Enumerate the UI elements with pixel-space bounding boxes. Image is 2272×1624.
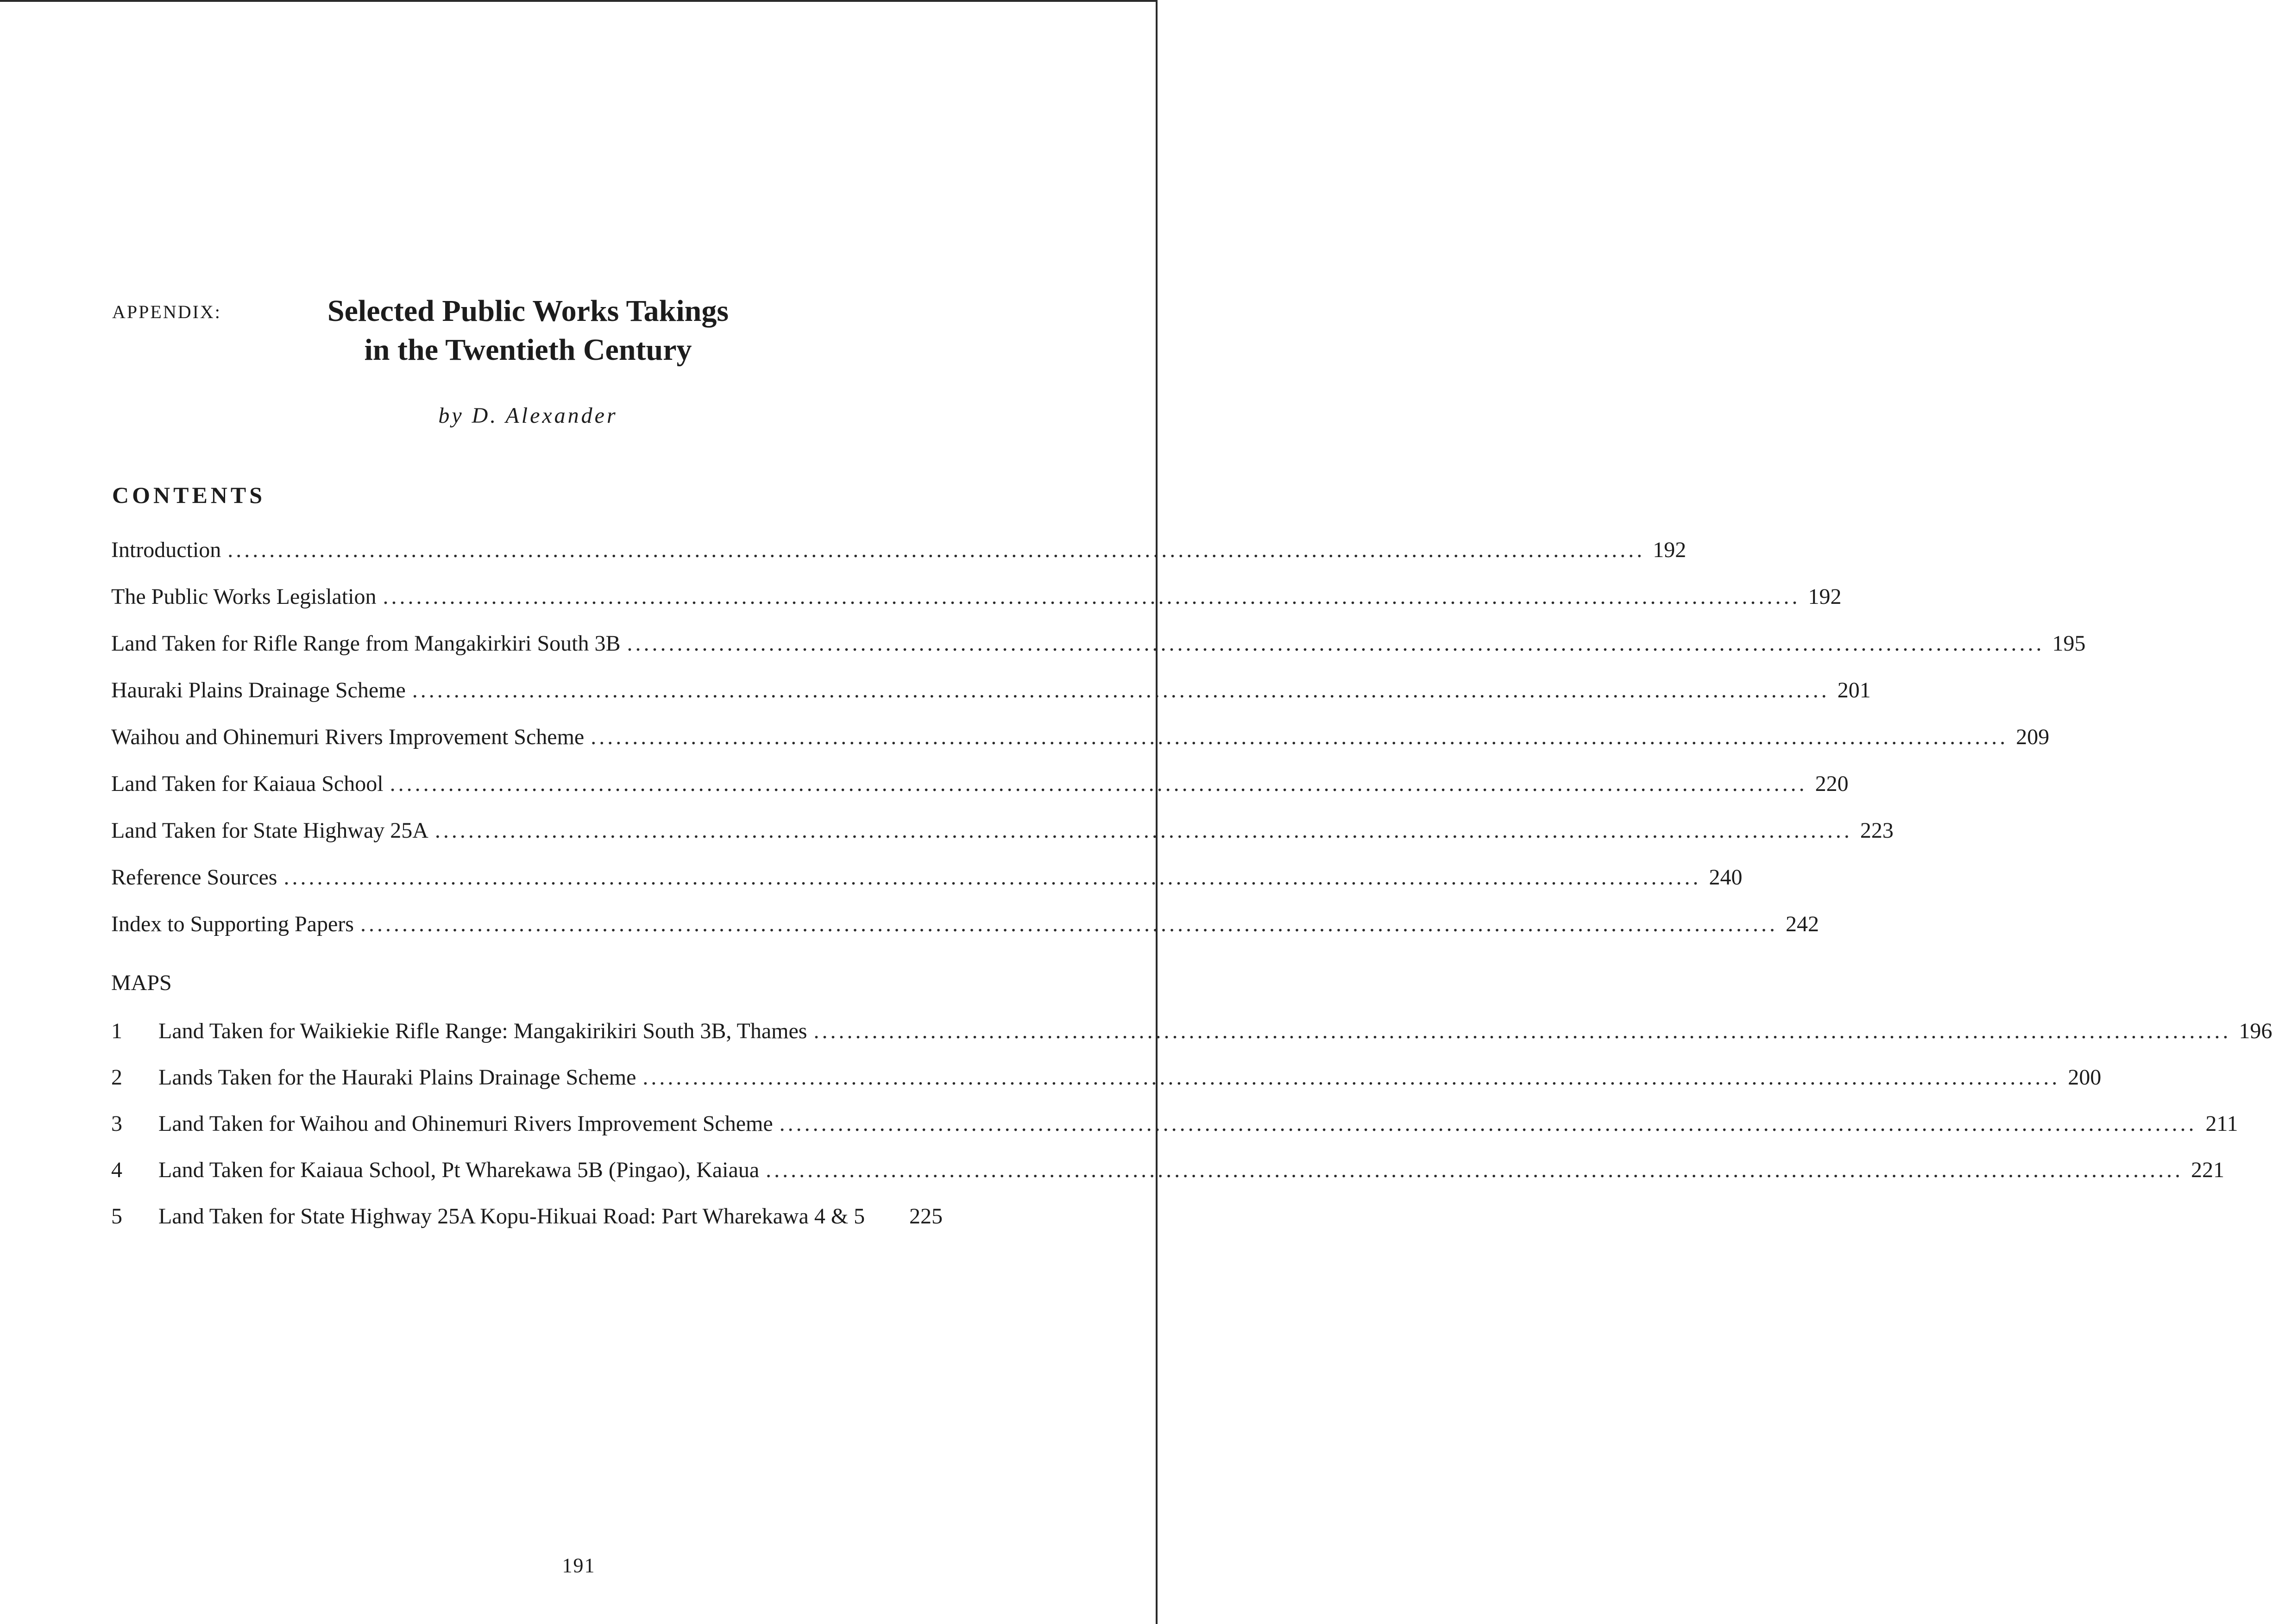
title-line-1: Selected Public Works Takings [327,294,729,328]
map-entry[interactable] [111,1111,2238,1143]
map-entry[interactable] [111,1065,2102,1097]
toc-entry-page: 192 [1808,584,1842,609]
map-entry-number: 5 [111,1204,122,1229]
map-entry-page: 225 [909,1204,943,1229]
toc-entry[interactable] [111,537,1687,570]
title-line-2: in the Twentieth Century [364,333,692,367]
dot-leader: .......................................................................................................................................................................... [434,818,1852,843]
map-entry[interactable] [111,1018,2272,1051]
toc-entry-label: Land Taken for Kaiaua School [111,771,384,796]
dot-leader: .......................................................................................................................................................................... [813,1019,2231,1043]
toc-entry-page: 209 [2016,725,2050,749]
toc-entry-page: 223 [1860,818,1894,843]
map-entry-page: 211 [2205,1111,2238,1136]
map-entry-label: Land Taken for State Highway 25A Kopu-Hikuai Road: Part Wharekawa 4 & 5 [158,1204,865,1229]
dot-leader: .......................................................................................................................................................................... [779,1111,2197,1136]
toc-entry[interactable] [111,724,2050,757]
map-entry-number: 1 [111,1019,122,1043]
toc-entry[interactable] [111,631,2086,663]
map-entry-number: 3 [111,1111,122,1136]
toc-entry-page: 240 [1709,865,1743,890]
map-entry[interactable] [111,1157,2225,1190]
toc-entry-page: 201 [1837,678,1871,702]
toc-entry-page: 195 [2052,631,2086,656]
map-entry-label: Land Taken for Waihou and Ohinemuri Rivers Improvement Scheme [158,1111,773,1136]
toc-entry-label: Introduction [111,538,221,562]
dot-leader: .......................................................................................................................................................................... [283,865,1701,890]
author-byline: by D. Alexander [438,403,618,428]
map-entry-label: Lands Taken for the Hauraki Plains Drainage Scheme [158,1065,636,1090]
toc-entry[interactable] [111,865,1743,897]
map-entry-label: Land Taken for Kaiaua School, Pt Wharekawa 5B (Pingao), Kaiaua [158,1158,760,1182]
toc-entry[interactable] [111,677,1871,710]
toc-entry-label: The Public Works Legislation [111,584,377,609]
page-border-top [0,0,1158,2]
dot-leader: .......................................................................................................................................................................... [412,678,1830,702]
dot-leader: .......................................................................................................................................................................... [360,912,1778,936]
map-entry-label: Land Taken for Waikiekie Rifle Range: Mangakirikiri South 3B, Thames [158,1019,807,1043]
dot-leader: .......................................................................................................................................................................... [383,584,1800,609]
map-entry[interactable] [111,1204,943,1236]
appendix-label: APPENDIX: [112,301,221,322]
toc-entry-label: Land Taken for Rifle Range from Mangakirkiri South 3B [111,631,621,656]
page-border-right [1156,0,1158,1624]
map-entry-number: 4 [111,1158,122,1182]
contents-heading: CONTENTS [112,482,266,508]
toc-entry-label: Land Taken for State Highway 25A [111,818,428,843]
dot-leader: .......................................................................................................................................................................... [591,725,2008,749]
toc-entry[interactable] [111,584,1842,616]
map-entry-page: 200 [2068,1065,2102,1090]
dot-leader: .......................................................................................................................................................................... [390,771,1807,796]
toc-entry-page: 242 [1785,912,1819,936]
dot-leader: .......................................................................................................................................................................... [227,538,1645,562]
map-entry-page: 196 [2239,1019,2272,1043]
dot-leader: .......................................................................................................................................................................... [766,1158,2184,1182]
toc-entry-label: Index to Supporting Papers [111,912,354,936]
map-entry-number: 2 [111,1065,122,1090]
toc-entry-label: Hauraki Plains Drainage Scheme [111,678,406,702]
toc-entry[interactable] [111,911,1819,944]
toc-entry-label: Reference Sources [111,865,277,890]
toc-entry[interactable] [111,771,1849,803]
map-entry-page: 221 [2191,1158,2225,1182]
dot-leader: .......................................................................................................................................................................... [627,631,2045,656]
toc-entry-page: 192 [1653,538,1687,562]
toc-entry[interactable] [111,818,1894,850]
maps-heading: MAPS [111,971,172,995]
dot-leader: .......................................................................................................................................................................... [642,1065,2060,1090]
page-title [259,292,797,370]
toc-entry-page: 220 [1815,771,1849,796]
toc-entry-label: Waihou and Ohinemuri Rivers Improvement Scheme [111,725,585,749]
page-number: 191 [562,1554,596,1577]
